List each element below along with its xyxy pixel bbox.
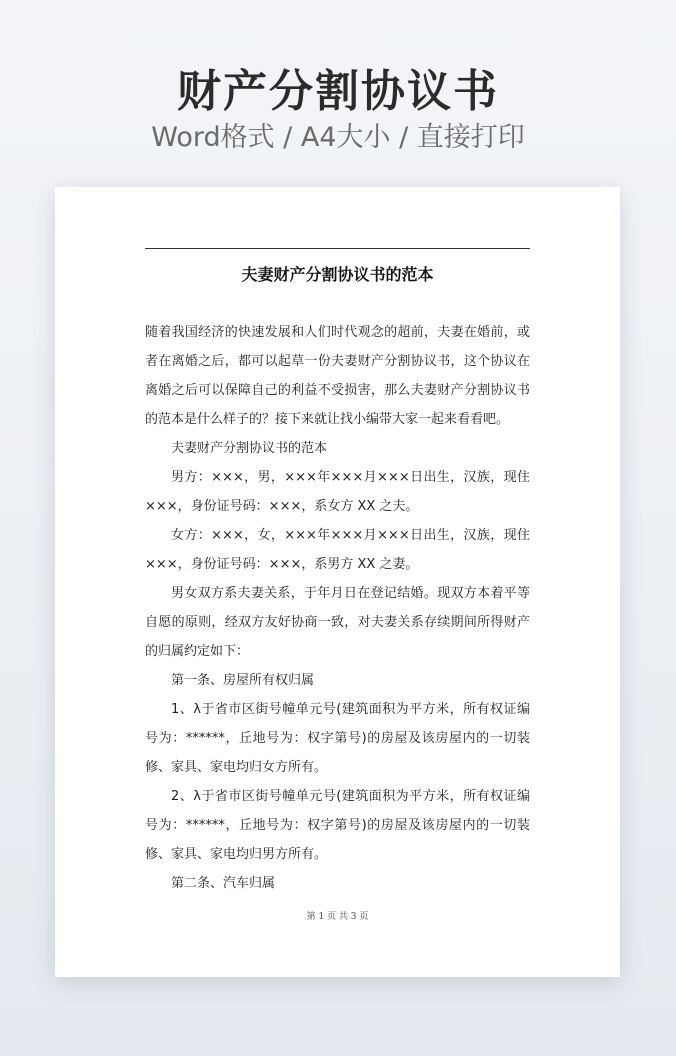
clause-paragraph: 1、λ于省市区街号幢单元号(建筑面积为平方米，所有权证编号为：******，丘地号为：权字第号)的房屋及该房屋内的一切装修、家具、家电均归女方所有。 (145, 702, 530, 775)
banner-subtitle: Word格式 / A4大小 / 直接打印 (151, 122, 525, 153)
party-female-paragraph: 女方：×××，女，×××年×××月×××日出生，汉族，现住×××，身份证号码：×××，系男方 XX 之妻。 (145, 528, 530, 572)
article-heading: 第一条、房屋所有权归属 (171, 673, 315, 688)
header-rule (145, 248, 530, 249)
article-heading: 第二条、汽车归属 (171, 876, 276, 891)
agreement-preamble: 男女双方系夫妻关系，于年月日在登记结婚。现双方本着平等自愿的原则，经双方友好协商一致，对夫妻关系存续期间所得财产的归属约定如下： (145, 586, 530, 659)
section-heading: 夫妻财产分割协议书的范本 (171, 441, 328, 456)
clause-paragraph: 2、λ于省市区街号幢单元号(建筑面积为平方米，所有权证编号为：******，丘地号为：权字第号)的房屋及该房屋内的一切装修、家具、家电均归男方所有。 (145, 789, 530, 862)
intro-paragraph: 随着我国经济的快速发展和人们时代观念的超前，夫妻在婚前，或者在离婚之后，都可以起草一份夫妻财产分割协议书，这个协议在离婚之后可以保障自己的利益不受损害，那么夫妻财产分割协议书的范本是什么样子的？接下来就让找小编带大家一起来看看吧。 (145, 325, 530, 427)
page-number: 第 1 页 共 3 页 (306, 912, 369, 922)
document-title: 夫妻财产分割协议书的范本 (241, 265, 434, 284)
document-body (145, 318, 530, 898)
party-male-paragraph: 男方：×××，男，×××年×××月×××日出生，汉族，现住×××，身份证号码：×××，系女方 XX 之夫。 (145, 470, 530, 514)
banner-title: 财产分割协议书 (177, 66, 499, 117)
document-page (55, 187, 620, 977)
